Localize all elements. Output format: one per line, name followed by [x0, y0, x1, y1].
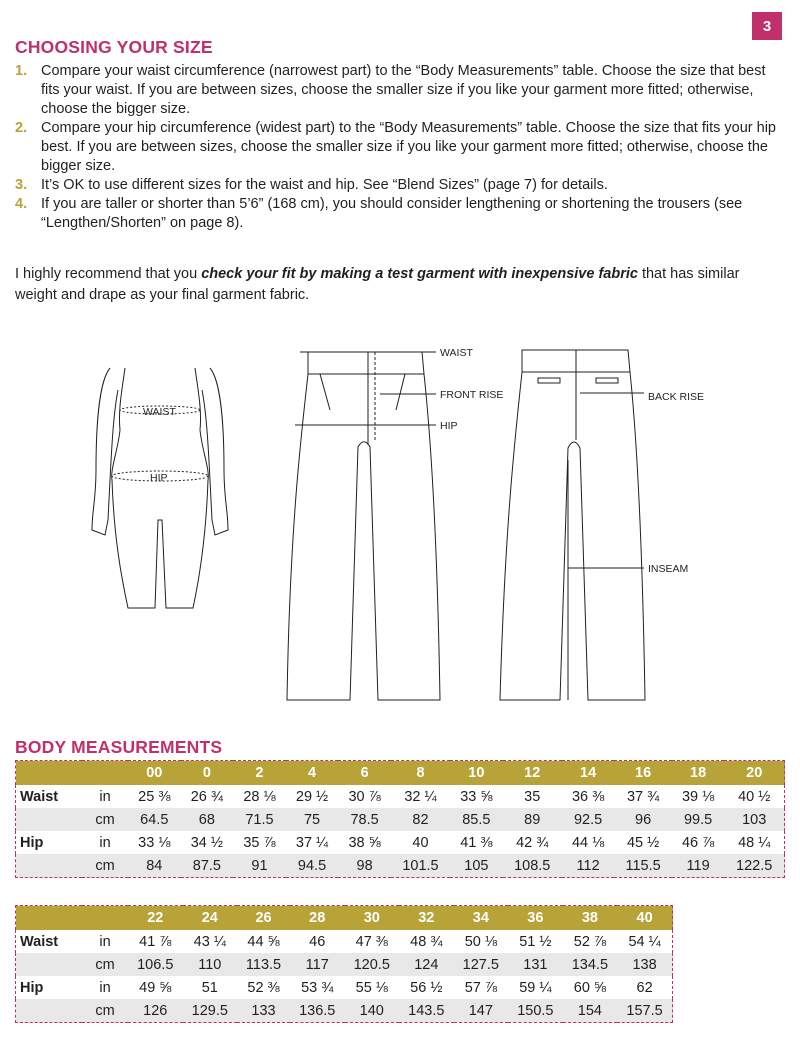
measurement-cell: 49 ⅝: [139, 979, 172, 996]
inseam-label: INSEAM: [648, 563, 689, 575]
measurement-cell: 40 ½: [724, 785, 784, 808]
measurement-cell: 96: [614, 808, 671, 831]
measurement-cell: 41 ⅞: [139, 933, 172, 950]
measurement-illustration: [0, 330, 800, 720]
measurement-cell: 140: [345, 999, 400, 1023]
measurement-cell: 25 ⅜: [138, 788, 171, 805]
size-header-cell: 16: [614, 761, 671, 786]
size-header-cell: 32: [399, 906, 454, 931]
size-header-cell: 12: [503, 761, 562, 786]
row-label: Waist: [16, 930, 83, 953]
measurement-cell: 52 ⅜: [247, 979, 280, 996]
row-label: Hip: [16, 976, 83, 999]
measurement-cell: 52 ⅞: [573, 933, 607, 950]
measurement-cell: 35 ⅞: [243, 834, 276, 851]
measurement-cell: 126: [128, 999, 183, 1023]
measurement-cell: 62: [617, 976, 672, 999]
measurement-cell: 44 ⅛: [571, 834, 605, 851]
measurement-cell: 46: [309, 933, 326, 950]
step-text: It’s OK to use different sizes for the waist and hip. See “Blend Sizes” (page 7) for details.: [41, 177, 608, 193]
row-label: [16, 854, 83, 878]
measurement-cell: 105: [450, 854, 503, 878]
measurement-cell: 147: [454, 999, 509, 1023]
measurement-cell: 110: [183, 953, 238, 976]
measurement-cell: 134.5: [563, 953, 618, 976]
size-header-row: [16, 906, 673, 931]
row-label: [16, 953, 83, 976]
size-header-cell: 18: [672, 761, 725, 786]
fit-recommendation: [15, 264, 785, 306]
measurement-cell: 36 ⅜: [571, 788, 605, 805]
measurement-cell: 60 ⅝: [573, 979, 607, 996]
body-measurements-heading: BODY MEASUREMENTS: [15, 737, 223, 757]
size-header-cell: 0: [181, 761, 234, 786]
measurement-cell: 129.5: [183, 999, 238, 1023]
measurement-cell: 37 ¼: [295, 834, 329, 851]
body-waist-label: WAIST: [143, 406, 176, 418]
size-header-cell: 24: [183, 906, 238, 931]
measurement-row: [16, 831, 785, 854]
measurement-cell: 26 ¾: [190, 788, 223, 805]
measurement-cell: 87.5: [181, 854, 234, 878]
measurement-cell: 133: [237, 999, 290, 1023]
measurement-cell: 120.5: [345, 953, 400, 976]
unit-cell: in: [99, 979, 111, 996]
measurement-cell: 55 ⅛: [355, 979, 388, 996]
measurement-cell: 39 ⅛: [681, 788, 715, 805]
measurement-cell: 84: [128, 854, 181, 878]
measurement-cell: 59 ¼: [519, 979, 552, 996]
step-text: If you are taller or shorter than 5’6” (168 cm), you should consider lengthening or shortening the trousers (see “Lengthen/Shorten” on page 8).: [41, 196, 743, 231]
measurement-row: [16, 953, 673, 976]
unit-cell: cm: [82, 808, 128, 831]
measurement-cell: 99.5: [672, 808, 725, 831]
row-label: Hip: [16, 831, 83, 854]
measurement-cell: 117: [290, 953, 345, 976]
measurement-cell: 92.5: [562, 808, 615, 831]
measurement-cell: 43 ¼: [193, 933, 226, 950]
unit-cell: in: [99, 788, 111, 805]
header-spacer: [16, 761, 129, 786]
measurement-cell: 32 ¼: [404, 788, 437, 805]
size-header-cell: 14: [562, 761, 615, 786]
size-header-cell: 38: [563, 906, 618, 931]
measurement-cell: 45 ½: [626, 834, 660, 851]
measurement-cell: 113.5: [237, 953, 290, 976]
step-text: Compare your hip circumference (widest part) to the “Body Measurements” table. Choose the size that fits your hip best. If you are between sizes, choose the smaller size if you like your garment more fitted; otherwise, choose the bigger size.: [41, 120, 776, 174]
measurement-cell: 28 ⅛: [243, 788, 276, 805]
measurement-cell: 82: [391, 808, 450, 831]
measurement-cell: 37 ¾: [626, 788, 660, 805]
size-header-cell: 34: [454, 906, 509, 931]
size-header-cell: 30: [345, 906, 400, 931]
back-rise-label: BACK RISE: [648, 391, 705, 403]
row-label: [16, 999, 83, 1023]
step-number: 2.: [15, 120, 28, 136]
measurement-cell: 53 ¾: [301, 979, 334, 996]
rec-text-pre: I highly recommend that you: [15, 266, 202, 282]
body-measurements-table-1: [15, 760, 785, 878]
measurement-cell: 34 ½: [190, 834, 223, 851]
measurement-cell: 47 ⅜: [355, 933, 388, 950]
measurement-cell: 51: [201, 979, 218, 996]
size-steps-list: [15, 62, 785, 233]
measurement-cell: 40: [412, 834, 429, 851]
measurement-cell: 30 ⅞: [348, 788, 381, 805]
measurement-row: [16, 808, 785, 831]
measurement-cell: 78.5: [338, 808, 391, 831]
measurement-cell: 51 ½: [519, 933, 552, 950]
measurement-cell: 46 ⅞: [681, 834, 715, 851]
front-waist-label: WAIST: [440, 347, 473, 359]
measurement-cell: 71.5: [233, 808, 286, 831]
measurement-cell: 56 ½: [410, 979, 443, 996]
measurement-cell: 57 ⅞: [464, 979, 497, 996]
measurement-row: [16, 854, 785, 878]
measurement-cell: 85.5: [450, 808, 503, 831]
measurement-cell: 54 ¼: [617, 930, 672, 953]
measurement-cell: 138: [617, 953, 672, 976]
measurement-cell: 29 ½: [295, 788, 329, 805]
front-trousers-drawing: [287, 352, 440, 700]
body-figure-drawing: [92, 368, 228, 608]
measurement-cell: 94.5: [286, 854, 339, 878]
measurement-cell: 154: [563, 999, 618, 1023]
measurement-cell: 143.5: [399, 999, 454, 1023]
measurement-cell: 48 ¼: [724, 831, 784, 854]
measurement-cell: 127.5: [454, 953, 509, 976]
size-header-cell: 20: [724, 761, 784, 786]
measurement-cell: 75: [286, 808, 339, 831]
size-header-cell: 10: [450, 761, 503, 786]
measurement-cell: 106.5: [128, 953, 183, 976]
step-item: [15, 195, 785, 233]
measurement-cell: 98: [338, 854, 391, 878]
measurement-cell: 50 ⅛: [464, 933, 497, 950]
measurement-cell: 64.5: [128, 808, 181, 831]
unit-cell: in: [99, 834, 111, 851]
size-header-cell: 28: [290, 906, 345, 931]
front-hip-label: HIP: [440, 420, 458, 432]
choosing-size-heading: CHOOSING YOUR SIZE: [15, 37, 213, 57]
measurement-cell: 131: [508, 953, 563, 976]
step-text: Compare your waist circumference (narrowest part) to the “Body Measurements” table. Choose the size that best fits your waist. If you are between sizes, choose the smaller size if you like your garment more fitted; otherwise, choose the bigger size.: [41, 63, 766, 117]
measurement-row: [16, 976, 673, 999]
page-number-badge: 3: [752, 12, 782, 40]
unit-cell: cm: [82, 999, 128, 1023]
measurement-cell: 48 ¾: [410, 933, 443, 950]
rec-text-post: that has similar weight and drape as your final garment fabric.: [15, 266, 740, 303]
size-header-cell: 22: [128, 906, 183, 931]
back-trousers-drawing: [500, 350, 645, 700]
step-number: 3.: [15, 177, 28, 193]
size-header-cell: 6: [338, 761, 391, 786]
body-hip-label: HIP: [150, 472, 168, 484]
unit-cell: in: [99, 933, 111, 950]
size-header-cell: 26: [237, 906, 290, 931]
measurement-row: [16, 999, 673, 1023]
front-rise-label: FRONT RISE: [440, 389, 504, 401]
measurement-cell: 91: [233, 854, 286, 878]
measurement-cell: 68: [181, 808, 234, 831]
measurement-cell: 41 ⅜: [460, 834, 493, 851]
measurement-cell: 150.5: [508, 999, 563, 1023]
measurement-row: [16, 930, 673, 953]
measurement-cell: 108.5: [503, 854, 562, 878]
rec-text-bold: check your fit by making a test garment with inexpensive fabric: [201, 266, 638, 282]
row-label: Waist: [16, 785, 83, 808]
step-item: [15, 176, 785, 195]
body-measurements-table-2: [15, 905, 673, 1023]
measurement-cell: 35: [524, 788, 541, 805]
measurement-cell: 115.5: [614, 854, 671, 878]
measurement-cell: 33 ⅛: [138, 834, 171, 851]
step-item: [15, 119, 785, 176]
measurement-cell: 124: [399, 953, 454, 976]
measurement-cell: 42 ¾: [516, 834, 549, 851]
measurement-cell: 33 ⅝: [460, 788, 493, 805]
row-label: [16, 808, 83, 831]
measurement-cell: 112: [562, 854, 615, 878]
size-header-cell: 36: [508, 906, 563, 931]
measurement-cell: 119: [672, 854, 725, 878]
measurement-cell: 38 ⅝: [348, 834, 381, 851]
size-header-row: [16, 761, 785, 786]
measurement-cell: 44 ⅝: [247, 933, 280, 950]
measurement-cell: 89: [503, 808, 562, 831]
leader-lines: [295, 352, 644, 568]
size-header-cell: 40: [617, 906, 672, 931]
measurement-cell: 101.5: [391, 854, 450, 878]
header-spacer: [16, 906, 129, 931]
measurement-cell: 136.5: [290, 999, 345, 1023]
measurement-row: [16, 785, 785, 808]
step-number: 4.: [15, 196, 28, 212]
step-item: [15, 62, 785, 119]
size-header-cell: 2: [233, 761, 286, 786]
measurement-cell: 122.5: [724, 854, 784, 878]
unit-cell: cm: [82, 953, 128, 976]
step-number: 1.: [15, 63, 28, 79]
size-header-cell: 8: [391, 761, 450, 786]
size-header-cell: 4: [286, 761, 339, 786]
measurement-cell: 103: [724, 808, 784, 831]
unit-cell: cm: [82, 854, 128, 878]
measurement-cell: 157.5: [617, 999, 672, 1023]
size-header-cell: 00: [128, 761, 181, 786]
